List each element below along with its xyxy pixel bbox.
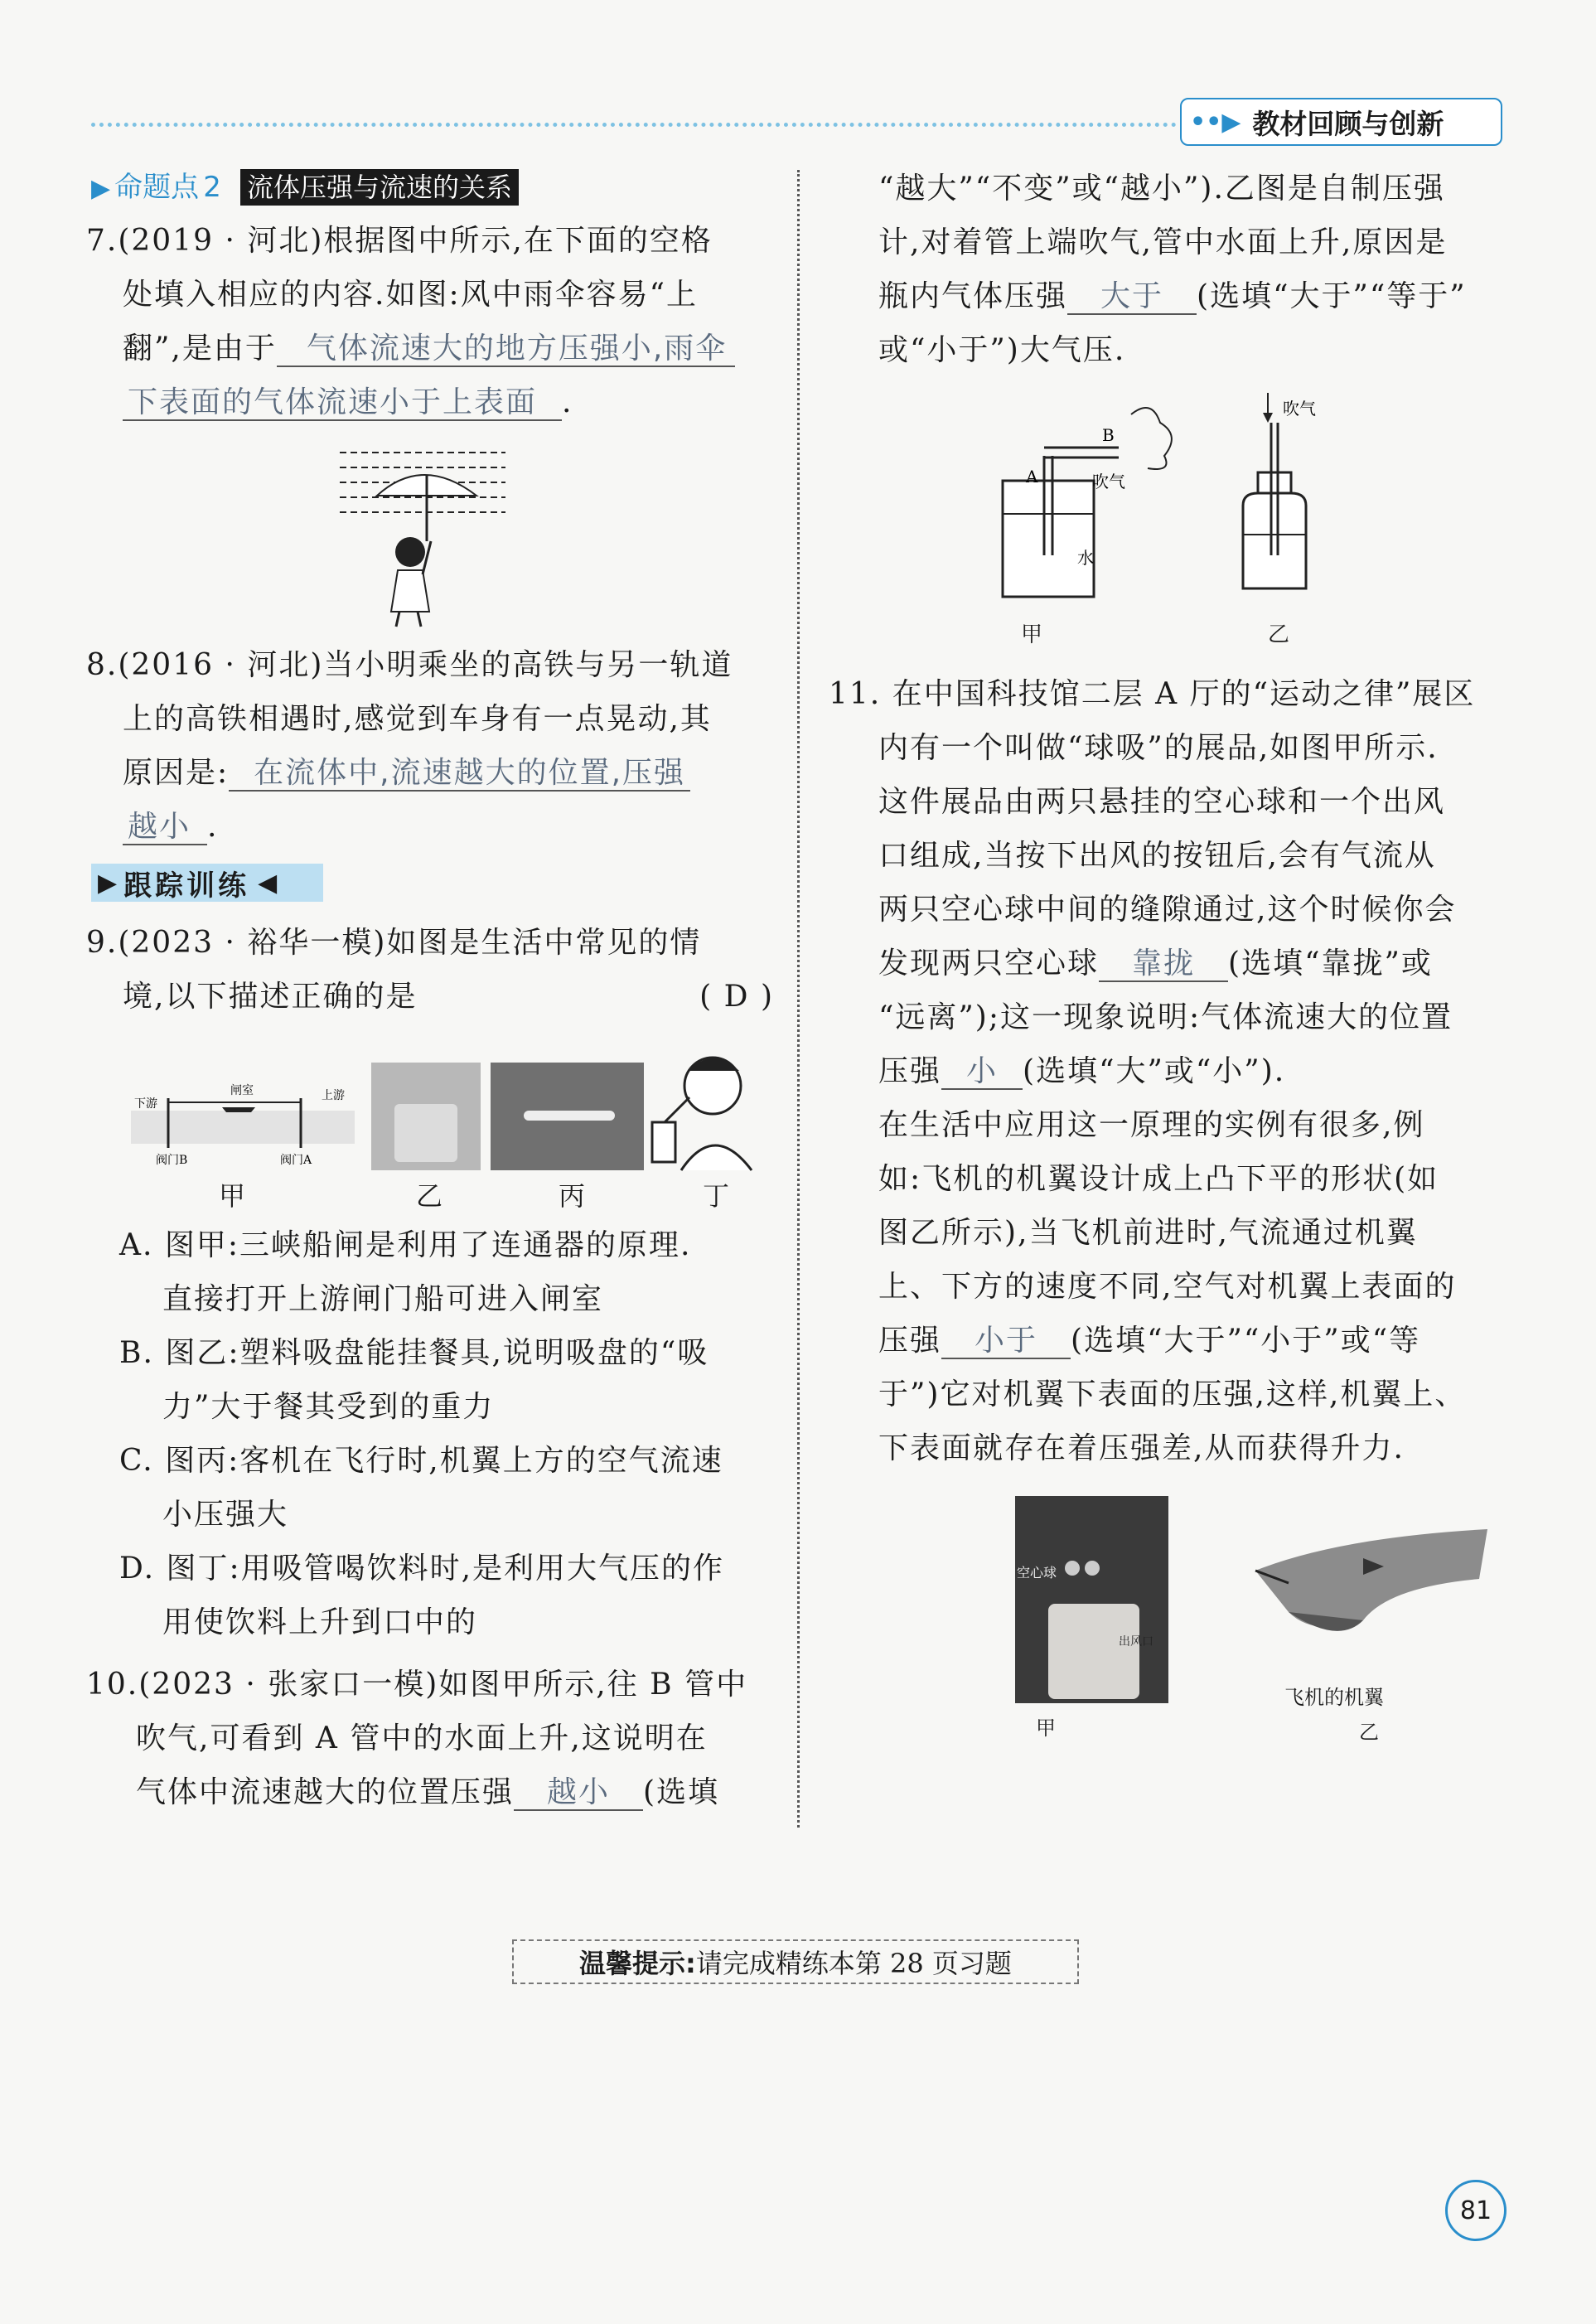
ship-lock-figure [131,1077,355,1169]
section-title: 流体压强与流速的关系 [240,169,519,206]
fig11-label-yi: 乙 [1359,1721,1379,1744]
q10-line2: 吹气,可看到 A 管中的水面上升,这说明在 [136,1721,708,1755]
q9-line1: 9.(2023 · 裕华一模)如图是生活中常见的情 [86,926,702,960]
option-b: B. 图乙:塑料吸盘能挂餐具,说明吸盘的“吸 力”大于餐其受到的重力 [119,1336,709,1424]
hollow-ball-label: 空心球 [1017,1565,1057,1581]
q11-line6: 发现两只空心球 [878,947,1100,980]
water-label: 水 [1077,548,1094,568]
q11-answer-3: 小于 [941,1324,1071,1359]
airplane-wing-figure [1239,1521,1496,1687]
fig11-label-jia: 甲 [1036,1716,1056,1740]
header-title: 教材回顾与创新 [1252,107,1444,140]
tube-b-label: B [1102,425,1115,445]
airplane-photo [491,1063,644,1170]
q11-line2: 内有一个叫做“球吸”的展品,如图甲所示. [878,731,1439,765]
q10-answer-2: 大于 [1067,279,1197,315]
blow-label: 吹气 [1092,472,1125,491]
q9-answer: ( D ) [699,980,774,1014]
column-divider [797,170,800,1828]
tip-label: 温馨提示: [579,1948,696,1979]
q11-line8: 压强 [878,1054,942,1088]
q11-line13: 压强 [878,1324,942,1358]
q11-line8-post: (选填“大”或“小”). [1023,1054,1286,1088]
upstream-label: 上游 [322,1089,345,1102]
blow-label-2: 吹气 [1283,399,1316,419]
q11-line7: “远离”);这一现象说明:气体流速大的位置 [878,1000,1453,1034]
q10-line3-post: (选填 [643,1775,720,1809]
tip-box [512,1939,1079,1984]
question-10-cont [878,162,1525,377]
q10-line5: 计,对着管上端吹气,管中水面上升,原因是 [878,225,1448,259]
pressure-gauge-figure [1235,390,1351,605]
header-dotted-rule [91,123,1177,127]
q7-line1: 7.(2019 · 河北)根据图中所示,在下面的空格 [86,224,713,258]
q10-line6-post: (选填“大于”“等于” [1197,279,1467,313]
fig9-label-bing: 丙 [559,1180,586,1212]
tracking-banner [91,864,323,902]
triangle-icon: ▶ [91,174,111,203]
triangle-right-icon: ▶ [98,868,118,898]
triangle-left-icon: ◀ [258,868,278,898]
q8-line2: 上的高铁相遇时,感觉到车身有一点晃动,其 [123,702,712,736]
question-9 [86,916,774,1024]
q10-line4: “越大”“不变”或“越小”).乙图是自制压强 [878,172,1445,206]
question-8 [86,638,774,854]
fig9-label-ding: 丁 [703,1180,730,1212]
gate-a-label: 阀门A [280,1154,312,1167]
q11-answer-2: 小 [941,1054,1023,1090]
q9-line2: 境,以下描述正确的是 [123,980,418,1014]
q11-line10: 如:飞机的机翼设计成上凸下平的形状(如 [878,1162,1439,1196]
q7-answer-a: 气体流速大的地方压强小,雨伞 [277,332,735,367]
option-a: A. 图甲:三峡船闸是利用了连通器的原理. 直接打开上游闸门船可进入闸室 [119,1228,692,1316]
q11-line9: 在生活中应用这一原理的实例有很多,例 [878,1108,1425,1142]
q10-line3: 气体中流速越大的位置压强 [136,1775,515,1809]
question-10 [86,1658,774,1819]
q11-line15: 下表面就存在着压强差,从而获得升力. [878,1431,1405,1465]
q11-line6-post: (选填“靠拢”或 [1228,947,1433,980]
lock-chamber-label: 闸室 [230,1084,254,1097]
q8-line3: 原因是: [123,756,230,790]
drinking-straw-figure [648,1046,756,1179]
tube-a-label: A [1026,467,1038,487]
q11-line13-post: (选填“大于”“小于”或“等 [1071,1324,1421,1358]
fig10-label-yi: 乙 [1268,622,1290,647]
question-7 [86,214,774,429]
q7-answer-b: 下表面的气体流速小于上表面 [123,385,562,421]
q8-line1: 8.(2016 · 河北)当小明乘坐的高铁与另一轨道 [86,648,733,682]
section-label: 命题点 [114,171,200,204]
q8-answer-a: 在流体中,流速越大的位置,压强 [229,756,690,792]
blow-tube-figure [994,390,1193,605]
wing-label: 飞机的机翼 [1284,1686,1384,1709]
q11-line12: 上、下方的速度不同,空气对机翼上表面的 [878,1270,1457,1304]
question-11 [829,667,1525,1475]
q10-line7: 或“小于”)大气压. [878,333,1126,367]
q10-answer-1: 越小 [514,1775,643,1811]
air-outlet-label: 出风口 [1119,1635,1153,1649]
q7-line2: 处填入相应的内容.如图:风中雨伞容易“上 [123,278,698,312]
umbrella-figure [331,438,514,628]
q11-line1: 11. 在中国科技馆二层 A 厅的“运动之律”展区 [829,677,1476,711]
q8-answer-b: 越小 [123,810,207,845]
tracking-title: 跟踪训练 [123,869,250,903]
section-number: 2 [203,171,221,204]
q9-options [119,1218,774,1649]
ball-suction-photo [1015,1496,1168,1703]
q10-line6: 瓶内气体压强 [878,279,1068,313]
double-arrow-icon: ••▶ [1190,107,1241,137]
q11-line5: 两只空心球中间的缝隙通过,这个时候你会 [878,893,1457,927]
q10-line1: 10.(2023 · 张家口一模)如图甲所示,往 B 管中 [86,1668,748,1702]
q11-line14: 于”)它对机翼下表面的压强,这样,机翼上、 [878,1377,1467,1411]
downstream-label: 下游 [134,1097,157,1111]
header-badge [1180,98,1502,146]
q11-line4: 口组成,当按下出风的按钮后,会有气流从 [878,839,1436,873]
q11-answer-1: 靠拢 [1099,947,1228,982]
gate-b-label: 阀门B [156,1154,188,1167]
fig9-label-yi: 乙 [416,1180,443,1212]
q11-line11: 图乙所示),当飞机前进时,气流通过机翼 [878,1216,1418,1250]
option-c: C. 图丙:客机在飞行时,机翼上方的空气流速 小压强大 [119,1444,723,1532]
q7-end: . [562,385,573,419]
fig10-label-jia: 甲 [1021,622,1043,647]
section-heading [91,164,519,206]
fig9-label-jia: 甲 [219,1180,246,1212]
q11-line3: 这件展品由两只悬挂的空心球和一个出风 [878,785,1446,819]
tip-text: 请完成精练本第 28 页习题 [695,1948,1012,1979]
q7-line3: 翻”,是由于 [123,332,277,366]
suction-cup-photo [371,1063,481,1170]
q8-end: . [207,810,219,844]
option-d: D. 图丁:用吸管喝饮料时,是利用大气压的作 用使饮料上升到口中的 [119,1552,725,1639]
page-number: 81 [1445,2180,1507,2241]
